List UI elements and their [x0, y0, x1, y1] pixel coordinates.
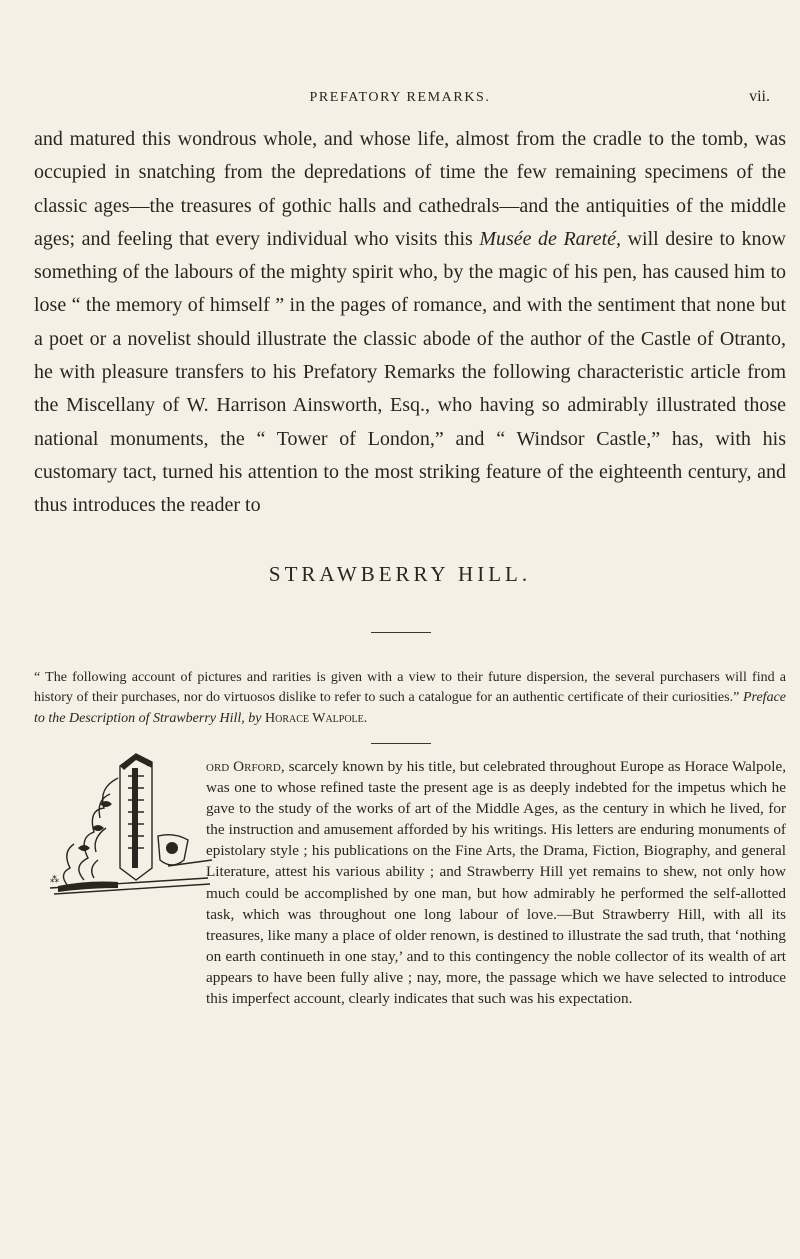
epigraph-citation: Preface to the Description of Strawberry Hill, by: [34, 690, 786, 726]
intro-paragraph: [34, 123, 786, 523]
article-paragraph: [34, 756, 786, 1009]
epigraph: [34, 668, 786, 729]
section-title: STRAWBERRY HILL.: [268, 562, 532, 586]
intro-text-1: and matured this wondrous whole, and whose life, almost from the cradle to the tomb, was occupied in snatching from the depredations of time the few remaining specimens of the classic ages—the treasures of gothic halls and cathedrals—and the antiquities of the middle ages; and feeling that every individual who visits this: [34, 128, 786, 250]
epigraph-author: Horace Walpole.: [264, 710, 368, 726]
svg-text:⁂: ⁂: [50, 874, 59, 884]
epigraph-quote: “ The following account of pictures and rarities is given with a view to their future dispersion, the several purchasers will find a history of their purchases, nor do virtuosos dislike to refer to such a catalogue for an authentic certificate of their curiosities.”: [34, 670, 786, 706]
intro-text-2: will desire to know something of the labours of the mighty spirit who, by the magic of his pen, has caused him to lose “ the memory of himself ” in the pages of romance, and with the sentiment that none but a poet or a novelist should illustrate the classic abode of the author of the Castle of Otranto, he with pleasure transfers to his Prefatory Remarks the following characteristic article from the Miscellany of W. Harrison Ainsworth, Esq., who having so admirably illustrated those national monuments, the “ Tower of London,” and “ Windsor Castle,” has, with his customary tact, turned his attention to the most striking feature of the eighteenth century, and thus introduces the reader to: [34, 227, 787, 517]
divider-rule-bottom: [371, 743, 431, 744]
article-text: scarcely known by his title, but celebrated throughout Europe as Horace Walpole, was one to whose refined taste the present age is as deeply indebted for the impetus which he gave to the study of the works of art of the Middle Ages, as the century in which he lived, for the instruction and amusement afforded by his writings. His letters are enduring monuments of epistolary style ; his publications on the Fine Arts, the Drama, Fiction, Biography, and general Literature, attest his various ability ; and Strawberry Hill yet remains to shew, not only how much could be accomplished by one man, but how admirably he performed the self-allotted task, which was throughout one long labour of love.—But Strawberry Hill, with all its treasures, like many a place of older renown, is destined to illustrate the sad truth, that ‘nothing on earth continueth in one stay,’ and to this contingency the noble collector of its wealth of art appears to have been fully alive ; nay, more, the passage which we have selected to introduce this imperfect account, clearly indicates that such was his expectation.: [206, 758, 786, 1008]
page-number: vii.: [749, 88, 770, 105]
initial-spacer: [34, 756, 206, 1000]
running-head: PREFATORY REMARKS.: [309, 90, 491, 105]
page-header: [0, 88, 800, 112]
article-lead-in: ord Orford,: [206, 758, 285, 775]
divider-rule-top: [371, 632, 431, 633]
intro-italic-musee: Musée de Rareté,: [479, 227, 622, 250]
